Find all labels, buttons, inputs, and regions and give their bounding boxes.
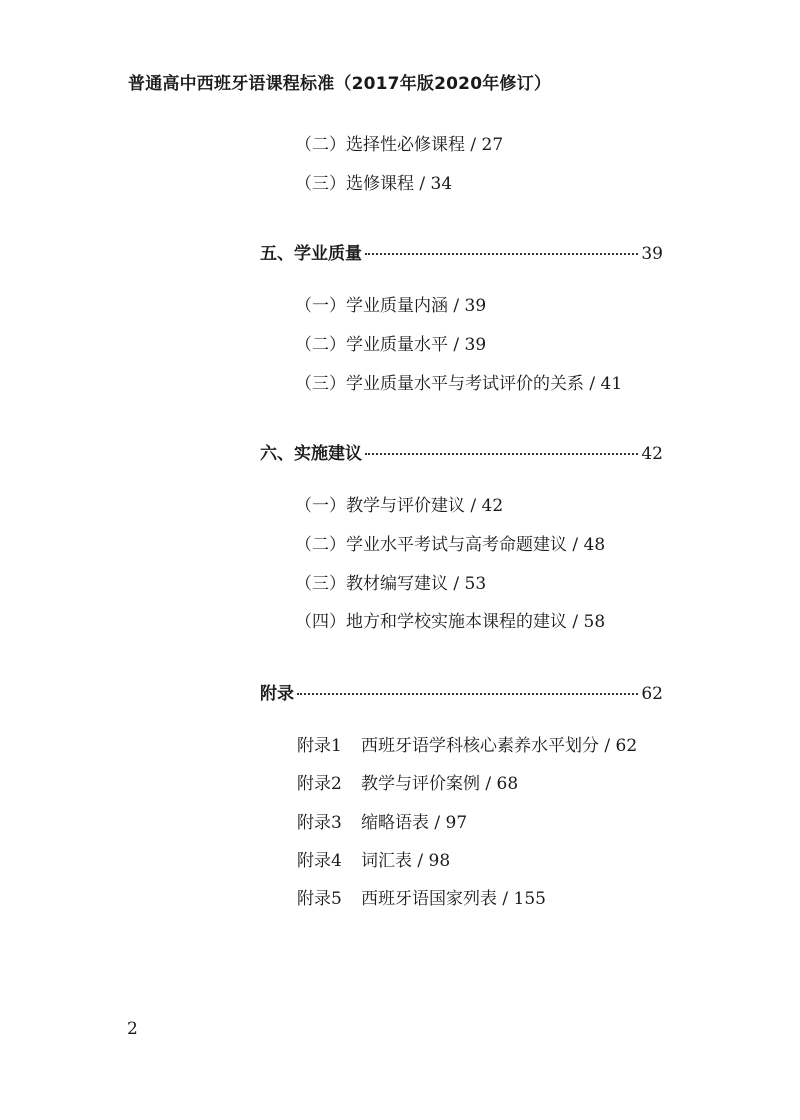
toc-section-implementation[interactable] <box>260 439 663 464</box>
appendix-label: 附录1 <box>297 736 342 756</box>
dot-leader <box>297 693 638 695</box>
appendix-label: 附录2 <box>297 774 342 794</box>
toc-entry-teaching-evaluation[interactable]: （一）教学与评价建议 / 42 <box>295 496 504 516</box>
toc-entry-appendix-1[interactable] <box>297 731 637 756</box>
appendix-text: 教学与评价案例 / 68 <box>361 774 519 794</box>
toc-section-appendix[interactable] <box>260 679 663 704</box>
section-page: 62 <box>641 684 663 704</box>
section-page: 39 <box>641 244 663 264</box>
section-page: 42 <box>641 444 663 464</box>
dot-leader <box>365 253 638 255</box>
toc-entry-quality-level[interactable]: （二）学业质量水平 / 39 <box>295 335 487 355</box>
toc-entry-quality-exam-relation[interactable]: （三）学业质量水平与考试评价的关系 / 41 <box>295 374 623 394</box>
toc-entry-local-school-implementation[interactable]: （四）地方和学校实施本课程的建议 / 58 <box>295 612 606 632</box>
appendix-label: 附录3 <box>297 813 342 833</box>
toc-entry-appendix-4[interactable] <box>297 846 450 871</box>
section-title: 五、学业质量 <box>260 244 362 264</box>
appendix-text: 词汇表 / 98 <box>361 851 451 871</box>
page-number: 2 <box>127 1019 138 1039</box>
appendix-text: 缩略语表 / 97 <box>361 813 468 833</box>
toc-entry-part4-elective-required[interactable]: （二）选择性必修课程 / 27 <box>295 135 504 155</box>
appendix-label: 附录5 <box>297 889 342 909</box>
toc-entry-part4-elective[interactable]: （三）选修课程 / 34 <box>295 174 453 194</box>
appendix-text: 西班牙语学科核心素养水平划分 / 62 <box>361 736 638 756</box>
toc-entry-appendix-2[interactable] <box>297 769 518 794</box>
toc-section-academic-quality[interactable] <box>260 239 663 264</box>
dot-leader <box>365 453 638 455</box>
toc-entry-quality-connotation[interactable]: （一）学业质量内涵 / 39 <box>295 296 487 316</box>
toc-entry-textbook-writing[interactable]: （三）教材编写建议 / 53 <box>295 574 487 594</box>
toc-entry-appendix-3[interactable] <box>297 808 467 833</box>
running-header: 普通高中西班牙语课程标准（2017年版2020年修订） <box>128 74 552 94</box>
appendix-label: 附录4 <box>297 851 342 871</box>
toc-entry-exam-proposition[interactable]: （二）学业水平考试与高考命题建议 / 48 <box>295 535 606 555</box>
toc-entry-appendix-5[interactable] <box>297 884 546 909</box>
section-title: 六、实施建议 <box>260 444 362 464</box>
section-title: 附录 <box>260 684 294 704</box>
appendix-text: 西班牙语国家列表 / 155 <box>361 889 546 909</box>
